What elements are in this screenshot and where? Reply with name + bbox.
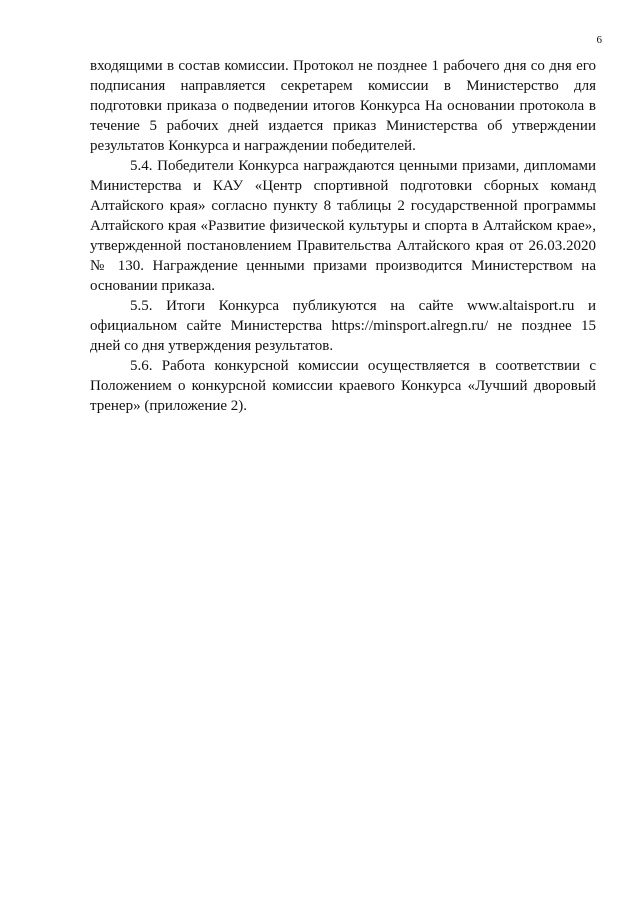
paragraph-protocol-continuation: входящими в состав комиссии. Протокол не позднее 1 рабочего дня со дня его подписания направляется секретарем комиссии в Министерство для подготовки приказа о подведении итогов Конкурса На основании протокола в течение 5 рабочих дней издается приказ Министерства об утверждении результатов Конкурса и награждении победителей. [90, 58, 596, 154]
paragraph-5-5-results-publication: 5.5. Итоги Конкурса публикуются на сайте www.altaisport.ru и официальном сайте Министерства https://minsport.alregn.ru/ не позднее 15 дней со дня утверждения результатов. [90, 298, 596, 354]
paragraph-5-4-winners-awards: 5.4. Победители Конкурса награждаются ценными призами, дипломами Министерства и КАУ «Центр спортивной подготовки сборных команд Алтайского края» согласно пункту 8 таблицы 2 государственной программы Алтайского края «Развитие физической культуры и спорта в Алтайском крае», утвержденной постановлением Правительства Алтайского края от 26.03.2020 № 130. Награждение ценными призами производится Министерством на основании приказа. [90, 158, 596, 294]
paragraph-5-6-commission-work: 5.6. Работа конкурсной комиссии осуществляется в соответствии с Положением о конкурсной комиссии краевого Конкурса «Лучший дворовый тренер» (приложение 2). [90, 358, 596, 414]
document-body [90, 56, 596, 416]
page-number: 6 [596, 34, 602, 46]
